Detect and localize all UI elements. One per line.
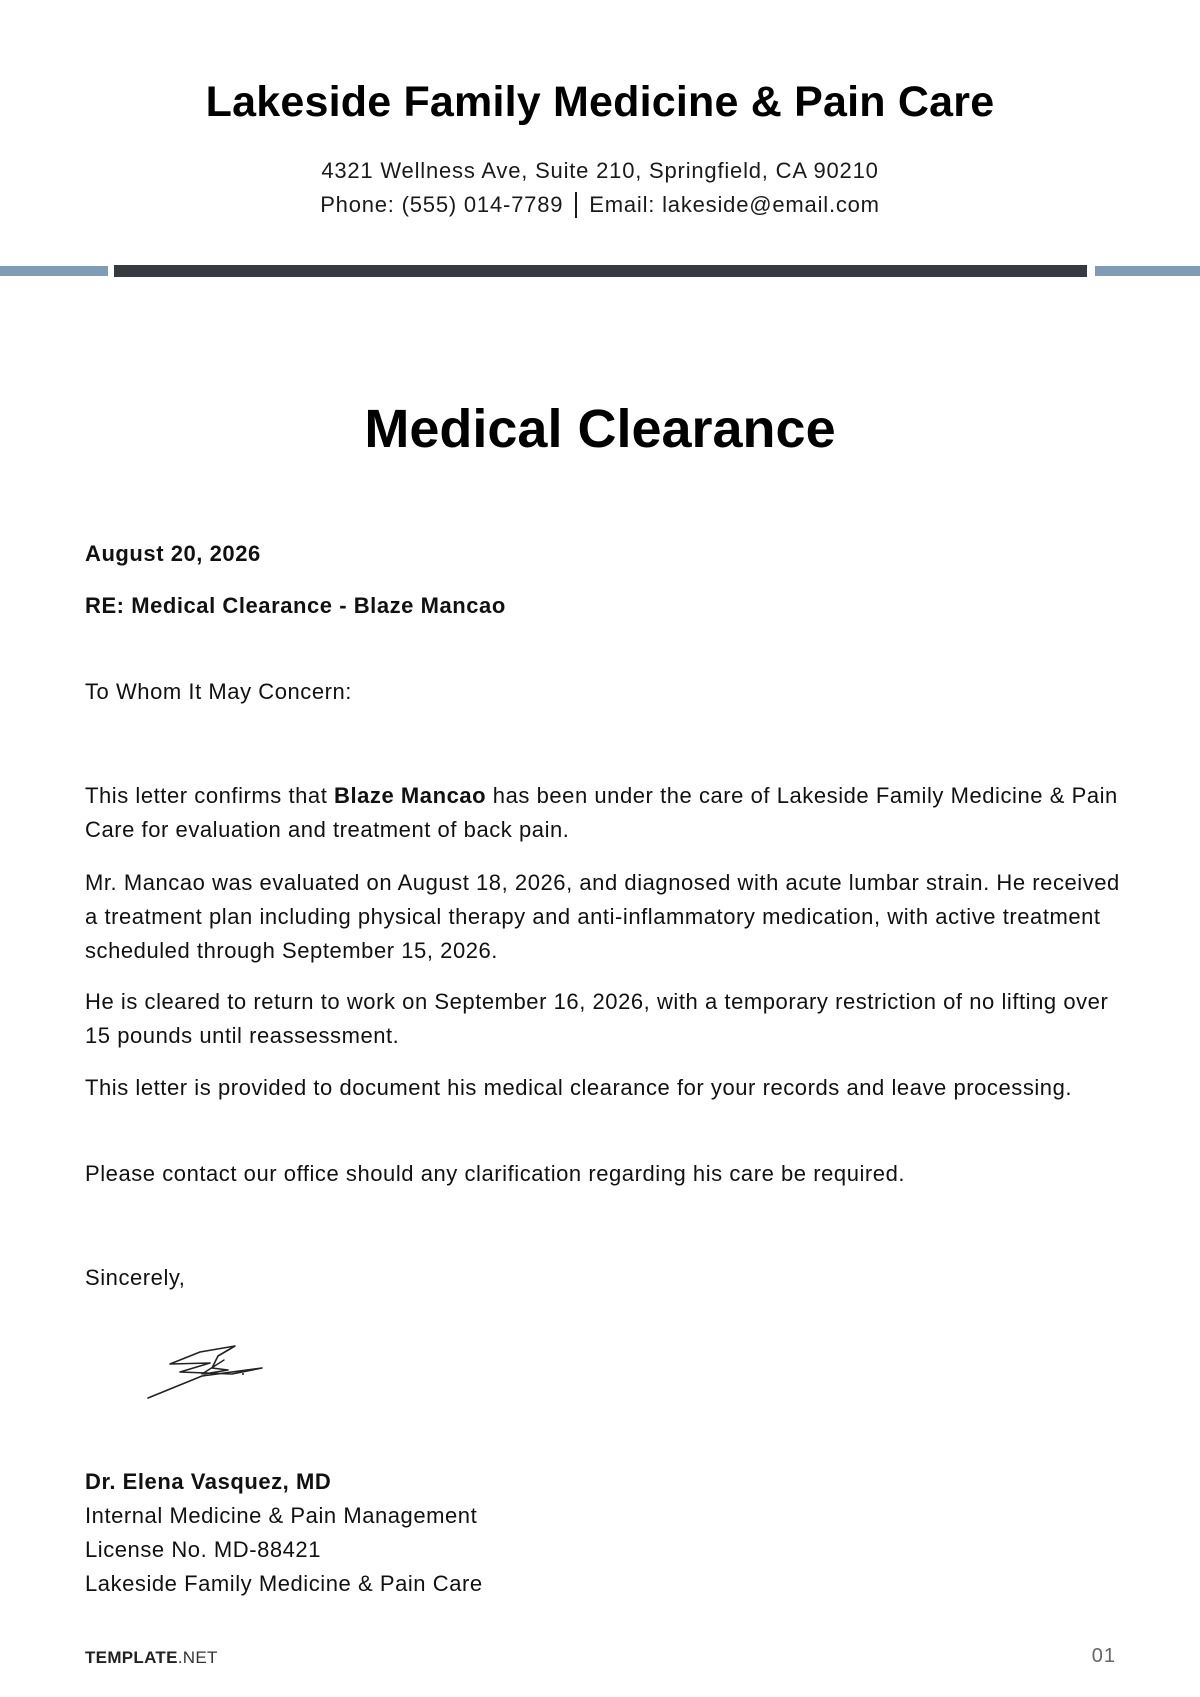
patient-name: Blaze Mancao — [334, 783, 487, 808]
paragraph-confirmation-end: has been under the care of Lakeside Family Medicine & Pain Care for evaluation and treatment of back pain. — [85, 783, 1118, 842]
closing: Sincerely, — [85, 1265, 186, 1290]
clinic-phone: Phone: (555) 014-7789 — [320, 192, 564, 217]
contact-separator — [575, 192, 577, 218]
footer-brand — [85, 1648, 218, 1668]
header-rule-center — [114, 265, 1087, 277]
clinic-contact — [0, 192, 1200, 218]
header-rule-left — [0, 266, 108, 276]
footer-brand-strong: TEMPLATE — [85, 1648, 178, 1667]
signature-image — [140, 1330, 290, 1410]
clinic-address: 4321 Wellness Ave, Suite 210, Springfield, CA 90210 — [321, 158, 879, 183]
clinic-name: Lakeside Family Medicine & Pain Care — [205, 78, 995, 126]
header-rule-right — [1095, 266, 1200, 276]
paragraph-evaluation: Mr. Mancao was evaluated on August 18, 2026, and diagnosed with acute lumbar strain. He received a treatment plan including physical therapy and anti-inflammatory medication, with active treatment scheduled through September 15, 2026. — [85, 870, 1120, 963]
document-title: Medical Clearance — [364, 399, 836, 459]
paragraph-return-to-work: He is cleared to return to work on September 16, 2026, with a temporary restriction of no lifting over 15 pounds until reassessment. — [85, 989, 1109, 1048]
paragraph-contact: Please contact our office should any clarification regarding his care be required. — [85, 1161, 906, 1186]
signatory-clinic: Lakeside Family Medicine & Pain Care — [85, 1571, 483, 1596]
signatory-name: Dr. Elena Vasquez, MD — [85, 1469, 332, 1494]
signatory-title: Internal Medicine & Pain Management — [85, 1503, 478, 1528]
signatory-license: License No. MD-88421 — [85, 1537, 322, 1562]
footer-brand-rest: .NET — [177, 1648, 218, 1667]
letter-date: August 20, 2026 — [85, 541, 261, 566]
page-number: 01 — [1091, 1645, 1116, 1667]
salutation: To Whom It May Concern: — [85, 679, 352, 704]
paragraph-confirmation-start: This letter confirms that — [85, 783, 335, 808]
re-line: RE: Medical Clearance - Blaze Mancao — [85, 593, 506, 618]
clinic-email: Email: lakeside@email.com — [589, 192, 880, 217]
paragraph-purpose: This letter is provided to document his medical clearance for your records and leave processing. — [85, 1075, 1073, 1100]
paragraph-confirmation — [85, 779, 1125, 847]
